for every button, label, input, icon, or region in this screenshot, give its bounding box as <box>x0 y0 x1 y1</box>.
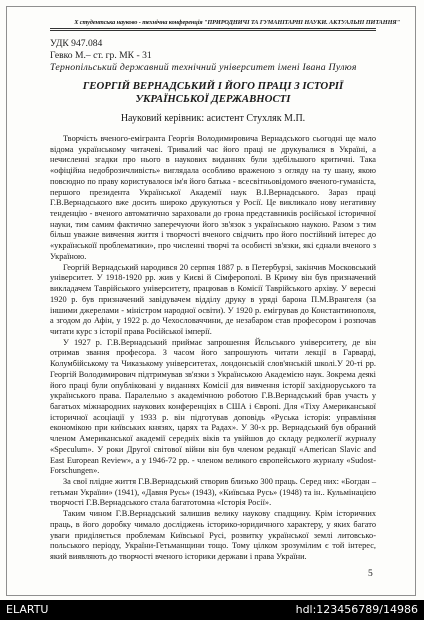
udk-code: УДК 947.084 <box>50 38 103 49</box>
repository-label: ELARTU <box>6 603 49 616</box>
header-rule <box>50 28 376 29</box>
header-rule <box>50 30 376 31</box>
viewer-footer-bar <box>0 600 424 620</box>
paragraph: Георгій Вернадський народився 20 серпня 1887 р. в Петербурзі, закінчив Московський університет. У 1918-1920 рр. жив у Києві й Сімферополі. В Криму він був призначений викладачем Таврійського університету, працював в Комісії Таврійського архіву. У вересні 1920 р. був призначений завідувачем відділу друку в уряді барона П.М.Врангеля (за іншими джерелами - міністром народної освіти). У 1920 р. емігрував до Константинополя, а згодом до Афін, у 1922 р. до Чехословаччини, де незабаром став професором і розпочав читати курс з історії права Російської імперії. <box>50 262 376 336</box>
affiliation-line: Тернопільський державний технічний університет імені Івана Пулюя <box>50 62 357 73</box>
supervisor-line: Науковий керівник: асистент Стухляк М.П. <box>120 113 306 124</box>
paragraph: Таким чином Г.В.Вернадський залишив велику наукову спадщину. Крім історичних праць, в його доробку чимало досліджень історико-юридичного характеру, у яких багато уваги приділяється проблемам Київської Русі, розвитку української землі литовсько-польського періоду, України-Гетьманщини тощо. Тому цілком зрозумілим є той інтерес, який виявляють до творчості вченого історики держави і права України. <box>50 509 376 562</box>
author-line: Гевко М.– ст. гр. МК - 31 <box>50 50 152 61</box>
handle-identifier: hdl:123456789/14986 <box>295 603 418 616</box>
paragraph: Творчість вченого-емігранта Георгія Володимировича Вернадського сьогодні ще мало відома українському читачеві. Тривалий час його праці не друкувалися в Україні, а нечисленні згадки про нього в наукових виданнях були здебільшого критичні. Така «офіційна недоброзичливість» виглядала особливо враженою з огляду на ту шану, якою повсюдно по праву користувалося ім'я його батька - всесвітньовідомого вченого-гуманіста, першого президента Української Академії наук В.І.Вернадського. Зараз праці Г.В.Вернадського вже досить широко друкуються у Росії. Це викликало нову негативну тенденцію - вченого автоматично зараховали до грона представників російської історичної науки, тим самим фактично заперечуючи його зв'язок з українською наукою. Разом з тим більш уважне вивчення життя і творчості вченого свідчить про його постійний інтерес до «українськоїї проблематики», про численні творчі та особисті зв'язки, які єднали вченого з Україною. <box>50 134 376 261</box>
article-title: ГЕОРГІЙ ВЕРНАДСЬКИЙ І ЙОГО ПРАЦІ З ІСТОРІЇ УКРАЇНСЬКОЇ ДЕРЖАВНОСТІ <box>82 80 344 105</box>
article-body <box>50 134 376 563</box>
conference-header: Х студентська науково - технічна конференція "ПРИРОДНИЧІ ТА ГУМАНІТАРНІ НАУКИ. АКТУАЛЬНІ ПИТАННЯ" <box>74 19 400 26</box>
paragraph: За свої плідне життя Г.В.Вернадський створив близько 300 праць. Серед них: «Богдан – гетьман України» (1941), «Давня Русь» (1943), «Київська Русь» (1948) та ін.. Кульмінацією творчості Г.В.Вернадського стала багатотомна «Історія Росії». <box>50 477 376 508</box>
paragraph: У 1927 р. Г.В.Вернадський приймає запрошення Йєльського університету, де він отримав звання професора. З часом його запрошують читати лекції в Гарварді, Колумбійському та Чиказькому університетах, лондонській слов'янській школі.У 20-ті рр. Георгій Володимирович підтримував зв'язки з Українською Академією наук. Зокрема деякі його праці були опубліковані у виданнях Комісії для вивчення історії західноруського та українського права. Паралельно з академічною роботою Г.В.Вернадський брав участь у багатьох міжнародних наукових конференціях в США і Європі. Для «Тіху Американської історичної асоціації у 1933 р. він підготував доповідь «Руська історія: управління економікою при київських князях, царях та Радах». У 30-х рр. Вернадський був обраний членом Американської академії середніх віків та увійшов до складу редколегії журналу «Speculum». У роки Другої світової війни він був членом редакції «American Slavic and East European Review», а у 1946-72 рр. - членом великого європейського журналу «Sudost-Forschungen». <box>50 337 376 476</box>
page-number: 5 <box>368 569 373 579</box>
